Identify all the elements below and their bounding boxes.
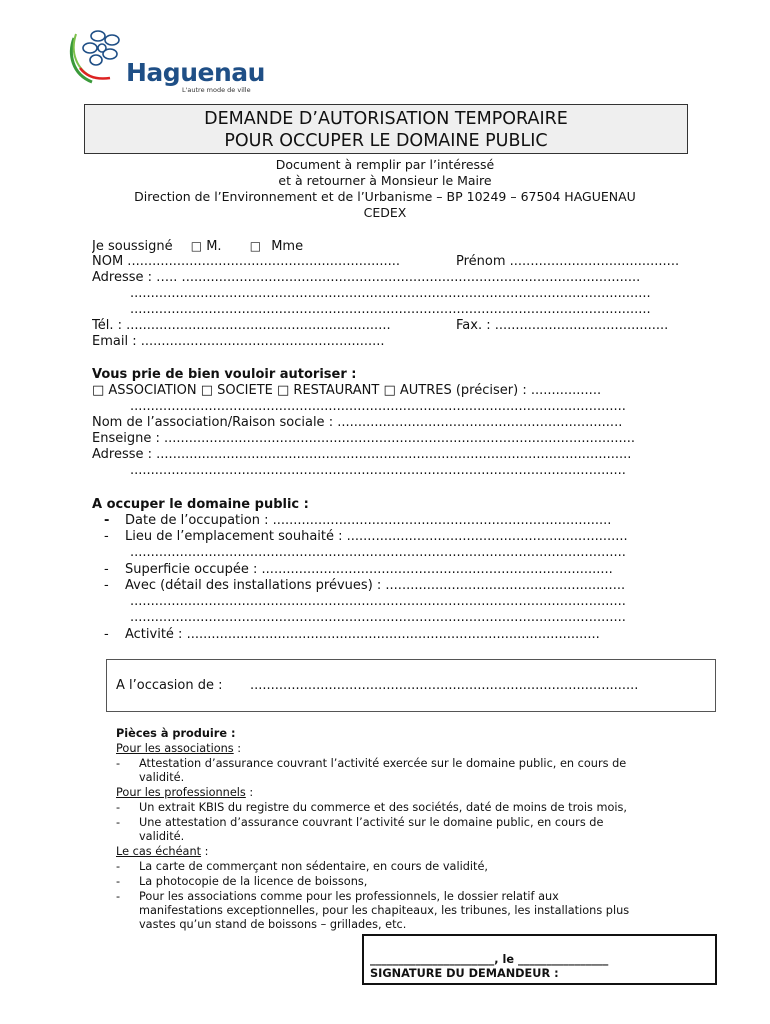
email-field[interactable]: Email : ........................................................... [92, 334, 385, 349]
intro-line-3: Direction de l’Environnement et de l’Urbanisme – BP 10249 – 67504 HAGUENAU [134, 189, 636, 204]
soussigne-row [92, 238, 714, 255]
cas-2-dash: - [116, 875, 121, 888]
tel-field[interactable]: Tél. : ................................................................ [92, 318, 391, 333]
prenom-field[interactable]: Prénom ......................................... [456, 254, 680, 269]
date-field[interactable]: Date de l’occupation : .................................................................................. [125, 513, 612, 528]
cas-title-colon: : [201, 845, 209, 858]
cas-3a: Pour les associations comme pour les professionnels, le dossier relatif aux [139, 890, 559, 903]
pro-title-colon: : [245, 786, 254, 799]
pro-1-dash: - [116, 801, 121, 814]
occasion-label: A l’occasion de : [116, 678, 223, 693]
pro-2-dash: - [116, 816, 121, 829]
title-line-1: DEMANDE D’AUTORISATION TEMPORAIRE [204, 109, 568, 129]
adresse-asso-field[interactable]: Adresse : ................................................................................................................... [92, 447, 632, 462]
superficie-field[interactable]: Superficie occupée : ..................................................................................... [125, 562, 613, 577]
pro-2b: validité. [139, 830, 185, 843]
installations-cont-2[interactable]: ........................................................................................................................ [130, 610, 626, 625]
assoc-title-colon: : [233, 742, 242, 755]
assoc-1-dash: - [116, 757, 121, 770]
superficie-dash: - [104, 562, 109, 577]
signature-label: SIGNATURE DU DEMANDEUR : [370, 967, 559, 980]
pro-2a: Une attestation d’assurance couvrant l’activité sur le domaine public, en cours de [139, 816, 604, 829]
type-options[interactable]: □ ASSOCIATION □ SOCIETE □ RESTAURANT □ AUTRES (préciser) : ................. [92, 383, 602, 398]
cas-1-dash: - [116, 860, 121, 873]
cas-1: La carte de commerçant non sédentaire, en cours de validité, [139, 860, 489, 873]
pieces-pro-title [116, 786, 253, 800]
checkbox-m[interactable]: □ [190, 239, 203, 253]
pieces-assoc-title [116, 742, 241, 756]
nom-field[interactable]: NOM .................................................................. [92, 254, 401, 269]
form-title [84, 104, 688, 154]
lieu-dash: - [104, 529, 109, 544]
checkbox-mme[interactable]: □ [249, 239, 262, 253]
activite-dash: - [104, 627, 109, 642]
brand-tagline: L'autre mode de ville [182, 86, 251, 94]
assoc-title-text: Pour les associations [116, 742, 234, 755]
activite-field[interactable]: Activité : .................................................................................................... [125, 627, 600, 642]
intro-line-4: CEDEX [363, 205, 407, 220]
adresse-cont-2[interactable]: .............................................................................................................................. [130, 302, 651, 317]
cas-3-dash: - [116, 890, 121, 903]
pro-1: Un extrait KBIS du registre du commerce et des sociétés, daté de moins de trois mois, [139, 801, 628, 814]
pieces-cas-title [116, 845, 208, 859]
assoc-1b: validité. [139, 771, 185, 784]
soussigne-label: Je soussigné [92, 239, 173, 254]
adresse-field[interactable]: Adresse : ….. ............................................................................................................... [92, 270, 641, 285]
cas-3b: manifestations exceptionnelles, pour les chapiteaux, les tribunes, les installations plus [139, 904, 630, 917]
avec-dash: - [104, 578, 109, 593]
adresse-asso-cont[interactable]: ........................................................................................................................ [130, 463, 626, 478]
pro-title-text: Pour les professionnels [116, 786, 246, 799]
haguenau-logo [66, 24, 276, 96]
intro-line-1: Document à remplir par l’intéressé [275, 157, 495, 172]
brand-name: Haguenau [126, 58, 265, 87]
lieu-field[interactable]: Lieu de l’emplacement souhaité : .................................................................... [125, 529, 628, 544]
cas-2: La photocopie de la licence de boissons, [139, 875, 368, 888]
adresse-cont-1[interactable]: .............................................................................................................................. [130, 286, 651, 301]
intro-line-2: et à retourner à Monsieur le Maire [278, 173, 492, 188]
raison-sociale-field[interactable]: Nom de l’association/Raison sociale : ..................................................................... [92, 415, 623, 430]
installations-field[interactable]: Avec (détail des installations prévues) : .......................................................... [125, 578, 626, 593]
installations-cont-1[interactable]: ........................................................................................................................ [130, 594, 626, 609]
signature-line[interactable]: ______________________, le ________________ [370, 953, 609, 966]
pieces-heading: Pièces à produire : [116, 727, 236, 740]
cas-3c: vastes qu’un stand de boissons – grillades, etc. [139, 918, 407, 931]
label-m: M. [206, 239, 222, 254]
title-line-2: POUR OCCUPER LE DOMAINE PUBLIC [224, 131, 548, 151]
enseigne-field[interactable]: Enseigne : .................................................................................................................. [92, 431, 636, 446]
label-mme: Mme [271, 239, 304, 254]
cas-title-text: Le cas échéant [116, 845, 202, 858]
fax-field[interactable]: Fax. : .......................................... [456, 318, 669, 333]
lieu-cont[interactable]: ........................................................................................................................ [130, 545, 626, 560]
occasion-field[interactable]: .............................................................................................. [250, 678, 639, 693]
authorize-heading: Vous prie de bien vouloir autoriser : [92, 367, 357, 382]
occupy-heading: A occuper le domaine public : [92, 497, 309, 512]
date-dash: - [104, 513, 110, 528]
type-options-cont[interactable]: ........................................................................................................................ [130, 399, 626, 414]
assoc-1a: Attestation d’assurance couvrant l’activité exercée sur le domaine public, en cours de [139, 757, 627, 770]
